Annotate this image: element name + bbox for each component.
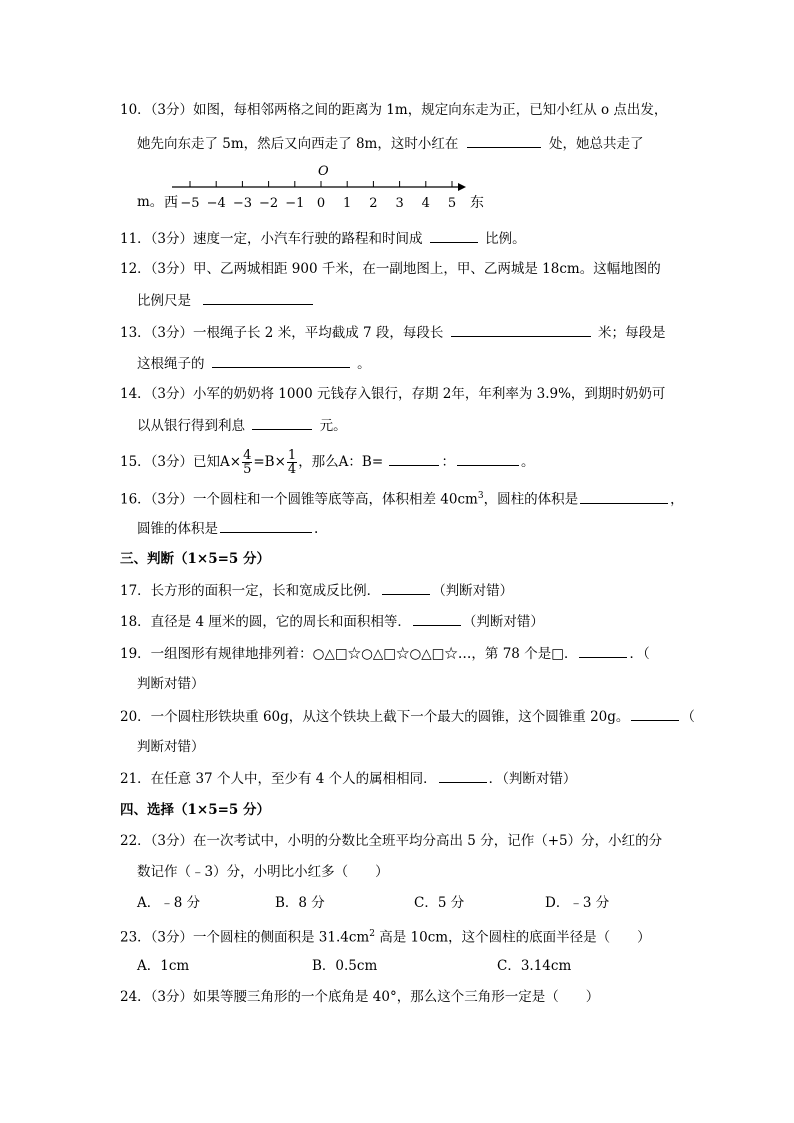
q22-option-a[interactable]: A．﹣8 分 — [137, 895, 201, 911]
axis-tick-label: 0 — [316, 196, 326, 211]
q10-unit: m。 — [137, 194, 164, 210]
q12-line1: 12．（3分）甲、乙两城相距 900 千米，在一副地图上，甲、乙两城是 18cm。这幅地图的 — [120, 261, 661, 277]
fraction-1-4: $\frac{1}{4}$ — [287, 448, 297, 477]
q19-line2: 判断对错） — [137, 676, 205, 692]
axis-tick-label: 1 — [343, 196, 352, 211]
q16-line2: 圆锥的体积是 . — [137, 518, 318, 539]
q23-option-b[interactable]: B．0.5cm — [312, 958, 378, 974]
q22-line1: 22．（3分）在一次考试中，小明的分数比全班平均分高出 5 分，记作（+5）分，小红的分 — [120, 833, 663, 849]
q16-line1: 16．（3分）一个圆柱和一个圆锥等底等高，体积相差 $40cm^3$，圆柱的体积是 ， — [120, 486, 684, 510]
q15-blank-a[interactable] — [389, 451, 439, 466]
q19-line1: 19．一组图形有规律地排列着：○△□☆○△□☆○△□☆…，第 78 个是□． ．（ — [120, 643, 650, 664]
q22-option-b[interactable]: B．8 分 — [275, 895, 325, 911]
q15: 15．（3分）已知A× $\frac{4}{5}$ =B× $\frac{1}{4}$ ，那么A：B= ： 。 — [120, 448, 535, 477]
q13-blank-2[interactable] — [212, 353, 350, 368]
q18-blank[interactable] — [413, 611, 461, 626]
fraction-4-5: $\frac{4}{5}$ — [243, 448, 252, 477]
q22-option-c[interactable]: C．5 分 — [414, 895, 465, 911]
q15-blank-b[interactable] — [457, 451, 519, 466]
q16-blank-cylinder[interactable] — [580, 489, 668, 504]
q22-option-d[interactable]: D．﹣3 分 — [545, 895, 610, 911]
q20-blank[interactable] — [631, 706, 679, 721]
q18: 18．直径是 4 厘米的圆，它的周长和面积相等． （判断对错） — [120, 611, 544, 632]
axis-tick-label: −1 — [285, 196, 305, 211]
q12-line2: 比例尺是 — [137, 290, 313, 311]
q10-line1: 10．（3分）如图，每相邻两格之间的距离为 1m，规定向东走为正，已知小红从 o 点出发， — [120, 102, 668, 118]
axis-origin-label: O — [318, 164, 329, 179]
axis-arrow-icon — [458, 183, 466, 191]
q11: 11．（3分）速度一定，小汽车行驶的路程和时间成 比例。 — [120, 228, 526, 249]
q11-blank[interactable] — [430, 228, 478, 243]
section-choice-title: 四、选择（1×5=5 分） — [120, 802, 271, 818]
q14-line2: 以从银行得到利息 元。 — [137, 415, 347, 436]
q12-blank[interactable] — [203, 290, 313, 305]
q14-line1: 14．（3分）小军的奶奶将 1000 元钱存入银行，存期 2年，年利率为 3.9%，到期时奶奶可 — [120, 386, 666, 402]
q13-line1: 13．（3分）一根绳子长 2 米，平均截成 7 段，每段长 米；每段是 — [120, 322, 665, 343]
axis-east-label: 东 — [470, 195, 484, 211]
q17: 17．长方形的面积一定，长和宽成反比例． （判断对错） — [120, 580, 513, 601]
axis-tick-label: −5 — [180, 196, 200, 211]
q10-blank-position[interactable] — [467, 133, 541, 148]
axis-tick-label: −4 — [206, 196, 226, 211]
q17-blank[interactable] — [382, 580, 430, 595]
axis-tick-label: 3 — [395, 196, 404, 211]
axis-tick-label: 2 — [369, 196, 378, 211]
q21: 21．在任意 37 个人中，至少有 4 个人的属相相同． ．（判断对错） — [120, 768, 576, 789]
axis-west-label: 西 — [164, 195, 178, 211]
axis-tick-label: 5 — [447, 196, 457, 211]
axis-tick-label: −3 — [232, 196, 252, 211]
q19-blank[interactable] — [579, 643, 627, 658]
q20-line1: 20．一个圆柱形铁块重 60g，从这个铁块上截下一个最大的圆锥，这个圆锥重 20g。 （ — [120, 706, 695, 727]
number-line-diagram — [152, 160, 492, 212]
q14-blank[interactable] — [252, 415, 312, 430]
q24-line1: 24．（3分）如果等腰三角形的一个底角是 40°，那么这个三角形一定是（ ） — [120, 989, 600, 1005]
section-judge-title: 三、判断（1×5=5 分） — [120, 551, 271, 567]
q20-line2: 判断对错） — [137, 739, 205, 755]
axis-tick-label: −2 — [259, 196, 279, 211]
q21-blank[interactable] — [439, 768, 487, 783]
q16-blank-cone[interactable] — [220, 518, 312, 533]
q13-blank-1[interactable] — [451, 322, 591, 337]
q13-line2: 这根绳子的 。 — [137, 353, 371, 374]
q10-line2: 她先向东走了 5m，然后又向西走了 8m，这时小红在 处，她总共走了 — [137, 133, 643, 154]
q23-option-c[interactable]: C．3.14cm — [497, 958, 572, 974]
q23-line1: 23．（3分）一个圆柱的侧面积是 $31.4cm^2$ 高是 10cm，这个圆柱的底面半径是（ ） — [120, 929, 651, 946]
q23-option-a[interactable]: A．1cm — [137, 958, 190, 974]
axis-tick-label: 4 — [421, 196, 430, 211]
q22-line2: 数记作（﹣3）分，小明比小红多（ ） — [137, 864, 389, 880]
